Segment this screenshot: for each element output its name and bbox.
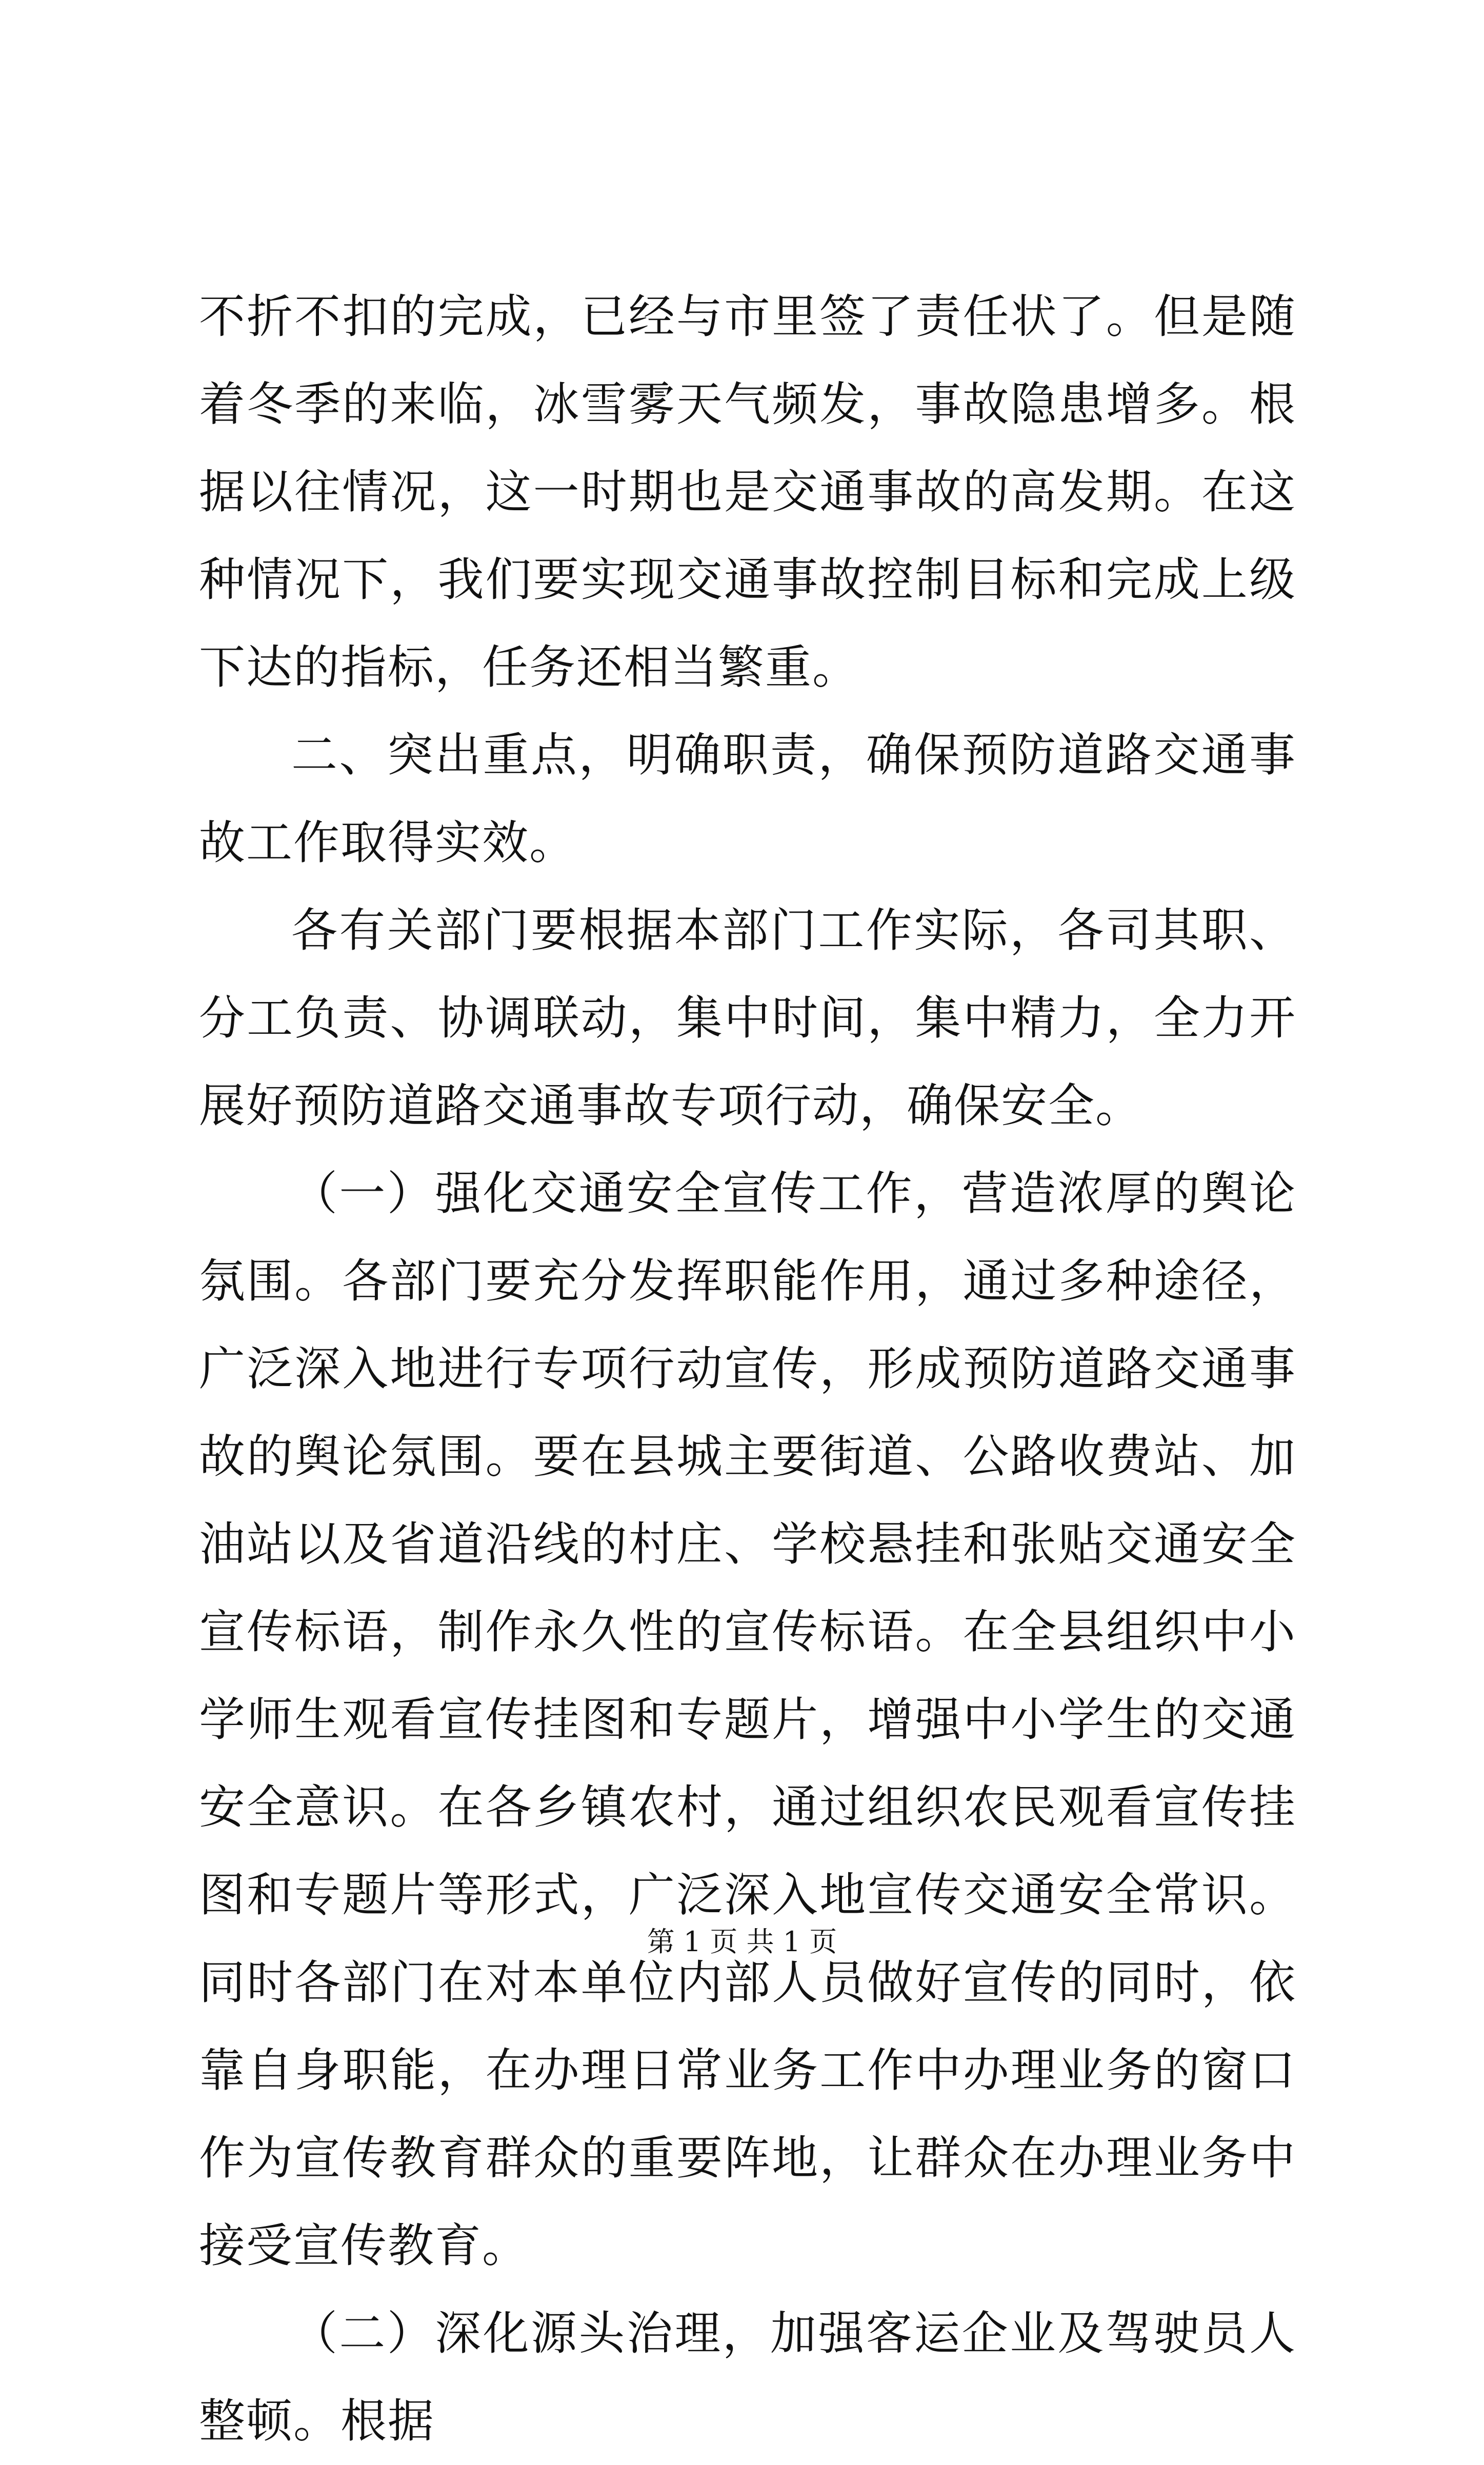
document-body [199,273,1296,2465]
paragraph-intro: 各有关部门要根据本部门工作实际，各司其职、分工负责、协调联动，集中时间，集中精力，全力开展好预防道路交通事故专项行动，确保安全。 [199,904,1296,1133]
paragraph-continuation: 不折不扣的完成，已经与市里签了责任状了。但是随着冬季的来临，冰雪雾天气频发，事故隐患增多。根据以往情况，这一时期也是交通事故的高发期。在这种情况下，我们要实现交通事故控制目标和完成上级下达的指标，任务还相当繁重。 [199,290,1296,694]
section-heading: 二、突出重点，明确职责，确保预防道路交通事故工作取得实效。 [199,728,1296,870]
page-footer: 第 1 页 共 1 页 [647,1926,837,1958]
paragraph-item-2: （二）深化源头治理，加强客运企业及驾驶员人整顿。根据 [199,2307,1296,2448]
paragraph-item-1: （一）强化交通安全宣传工作，营造浓厚的舆论氛围。各部门要充分发挥职能作用，通过多种途径，广泛深入地进行专项行动宣传，形成预防道路交通事故的舆论氛围。要在县城主要街道、公路收费站、加油站以及省道沿线的村庄、学校悬挂和张贴交通安全宣传标语，制作永久性的宣传标语。在全县组织中小学师生观看宣传挂图和专题片，增强中小学生的交通安全意识。在各乡镇农村，通过组织农民观看宣传挂图和专题片等形式，广泛深入地宣传交通安全常识。同时各部门在对本单位内部人员做好宣传的同时，依靠自身职能，在办理日常业务工作中办理业务的窗口作为宣传教育群众的重要阵地，让群众在办理业务中接受宣传教育。 [199,1167,1296,2273]
